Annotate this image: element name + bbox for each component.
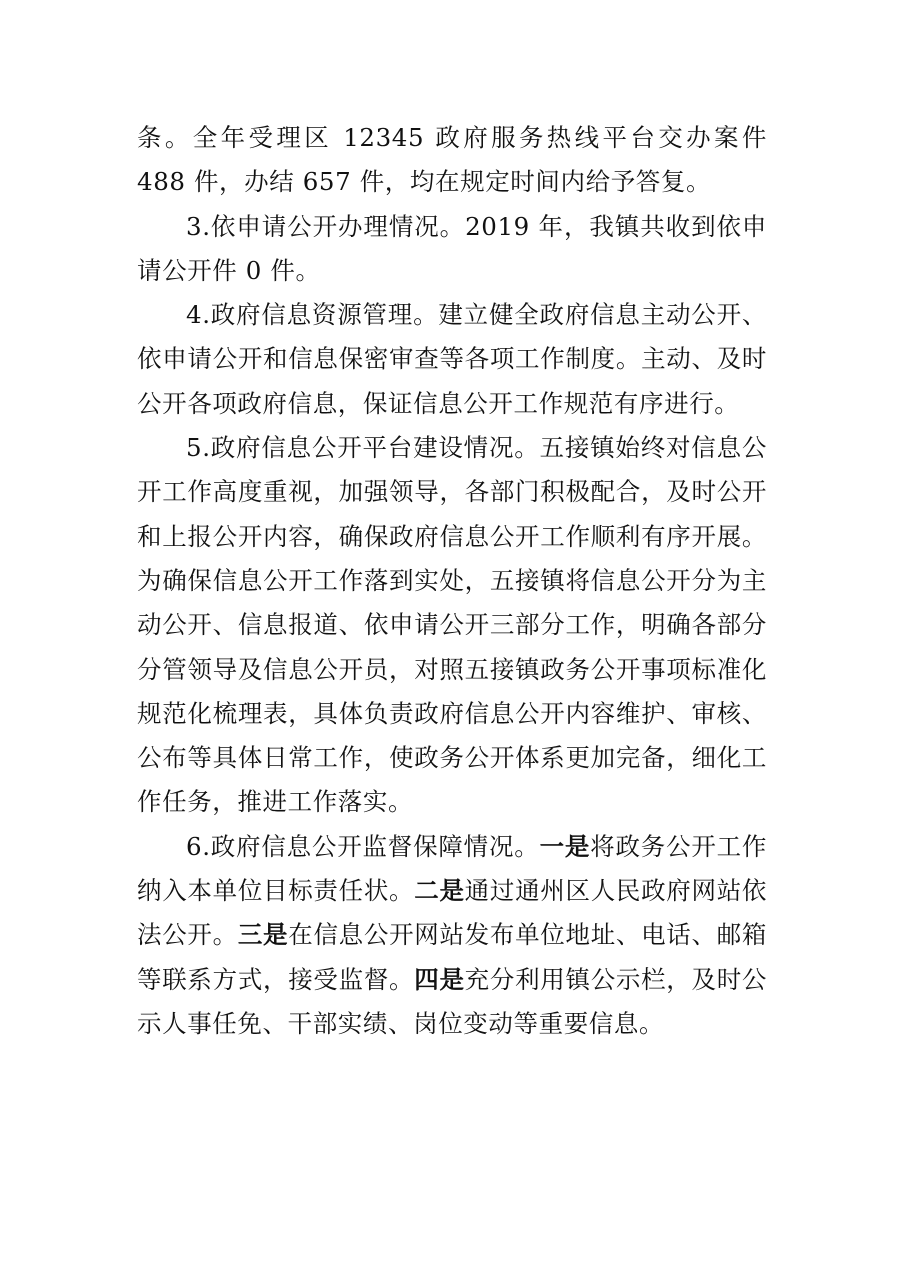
paragraph-4-resource-management — [137, 293, 767, 426]
paragraph-continued — [137, 116, 767, 205]
paragraph-6-heading: 6.政府信息公开监督保障情况。 — [186, 831, 540, 861]
paragraph-6-supervision — [137, 825, 767, 1046]
paragraph-4-body: 建立健全政府信息主动公开、依申请公开和信息保密审查等各项工作制度。主动、及时公开各项政府信息，保证信息公开工作规范有序进行。 — [137, 300, 767, 418]
point-1-marker: 一是 — [539, 831, 591, 861]
point-1-text: 将政务公开工作纳入本单位目标责任状。 — [137, 831, 768, 906]
paragraph-5-platform-construction — [137, 426, 767, 825]
paragraph-4-heading: 4.政府信息资源管理。 — [186, 300, 439, 330]
paragraph-5-heading: 5.政府信息公开平台建设情况。 — [186, 433, 540, 463]
point-3-text: 在信息公开网站发布单位地址、电话、邮箱等联系方式，接受监督。 — [137, 920, 768, 994]
paragraph-3-heading: 3.依申请公开办理情况。 — [186, 211, 466, 241]
paragraph-text: 条。全年受理区 12345 政府服务热线平台交办案件 488 件，办结 657 件，均在规定时间内给予答复。 — [137, 123, 767, 197]
point-3-marker: 三是 — [237, 920, 289, 950]
document-body — [137, 116, 767, 1046]
point-2-marker: 二是 — [414, 876, 465, 906]
point-2-text: 通过通州区人民政府网站依法公开。 — [137, 876, 768, 950]
paragraph-3-application-disclosure — [137, 205, 767, 294]
point-4-marker: 四是 — [414, 964, 465, 994]
paragraph-5-body: 五接镇始终对信息公开工作高度重视，加强领导，各部门积极配合，及时公开和上报公开内容，确保政府信息公开工作顺利有序开展。为确保信息公开工作落到实处，五接镇将信息公开分为主动公开、信息报道、依申请公开三部分工作，明确各部分分管领导及信息公开员，对照五接镇政务公开事项标准化规范化梳理表，具体负责政府信息公开内容维护、审核、公布等具体日常工作，使政务公开体系更加完备，细化工作任务，推进工作落实。 — [137, 433, 767, 817]
paragraph-3-body: 2019 年，我镇共收到依申请公开件 0 件。 — [137, 211, 767, 285]
point-4-text: 充分利用镇公示栏，及时公示人事任免、干部实绩、岗位变动等重要信息。 — [137, 964, 768, 1038]
